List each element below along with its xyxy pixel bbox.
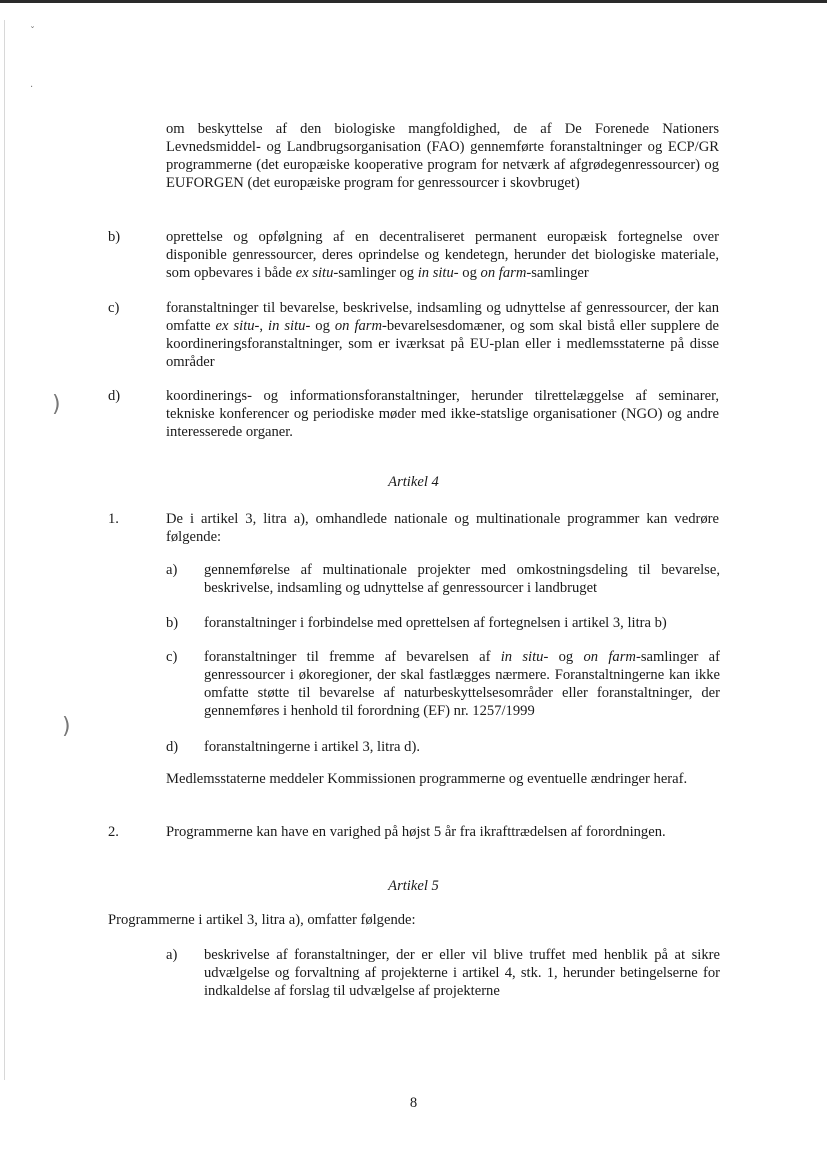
item-label: c) bbox=[108, 300, 120, 316]
item-label: d) bbox=[108, 388, 121, 404]
item-label: b) bbox=[166, 615, 179, 631]
article4-item-a: gennemførelse af multinationale projekter med omkostningsdeling til bevarelse, beskrivelse, indsamling og udnyttelse af genressourcer i landbruget bbox=[204, 562, 720, 596]
scan-left-edge bbox=[4, 20, 5, 1080]
article4-item-d: foranstaltningerne i artikel 3, litra d). bbox=[204, 739, 420, 755]
article4-paragraph-2: Programmerne kan have en varighed på højst 5 år fra ikrafttrædelsen af forordningen. bbox=[166, 824, 666, 840]
punch-hole-mark: ) bbox=[52, 392, 61, 417]
article3-item-b: oprettelse og opfølgning af en decentraliseret permanent europæisk fortegnelse over disponible genressourcer, deres oprindelse og kendetegn, herunder det biologiske materiale, som opbevares i både ex situ-samlinger og in situ- og on farm-samlinger bbox=[166, 229, 719, 281]
item-label: d) bbox=[166, 739, 179, 755]
member-states-paragraph: Medlemsstaterne meddeler Kommissionen programmerne og eventuelle ændringer heraf. bbox=[166, 771, 688, 787]
article4-paragraph-1: De i artikel 3, litra a), omhandlede nationale og multinationale programmer kan vedrøre følgende: bbox=[166, 511, 719, 545]
item-label: a) bbox=[166, 947, 178, 963]
paragraph-number: 2. bbox=[108, 824, 119, 840]
punch-hole-mark: ) bbox=[62, 714, 71, 739]
article4-item-c: foranstaltninger til fremme af bevarelsen af in situ- og on farm-samlinger af genressourcer i økoregioner, der skal fastlægges nærmere. Foranstaltningerne kan ikke omfatte støtte til bevarelse af naturbeskyttelsesområder eller foranstaltninger, der gennemføres i henhold til forordning (EF) nr. 1257/1999 bbox=[204, 649, 720, 719]
scan-speck: · bbox=[30, 82, 34, 93]
item-label: a) bbox=[166, 562, 178, 578]
article3-a-continuation: om beskyttelse af den biologiske mangfoldighed, de af De Forenede Nationers Levnedsmiddel- og Landbrugsorganisation (FAO) gennemførte foranstaltninger og ECP/GR programmerne (det europæiske kooperative program for netværk af afgrødegenressourcer) og EUFORGEN (det europæiske program for genressourcer i skovbruget) bbox=[166, 121, 719, 191]
article4-heading: Artikel 4 bbox=[388, 474, 439, 490]
article5-intro: Programmerne i artikel 3, litra a), omfatter følgende: bbox=[108, 912, 416, 928]
paragraph-number: 1. bbox=[108, 511, 119, 527]
scan-top-border bbox=[0, 0, 827, 3]
item-label: c) bbox=[166, 649, 178, 665]
page-number: 8 bbox=[409, 1095, 418, 1111]
article3-item-c: foranstaltninger til bevarelse, beskrivelse, indsamling og udnyttelse af genressourcer, der kan omfatte ex situ-, in situ- og on farm-bevarelsesdomæner, og som skal bistå eller supplere de koordineringsforanstaltninger, som er iværksat på EU-plan eller i medlemsstaterne på disse områder bbox=[166, 300, 719, 370]
scan-speck: ˇ bbox=[30, 26, 35, 37]
article5-item-a: beskrivelse af foranstaltninger, der er eller vil blive truffet med henblik på at sikre udvælgelse og forvaltning af projekterne i artikel 4, stk. 1, herunder betingelserne for indkaldelse af forslag til udvælgelse af projekterne bbox=[204, 947, 720, 999]
article4-item-b: foranstaltninger i forbindelse med oprettelsen af fortegnelsen i artikel 3, litra b) bbox=[204, 615, 667, 631]
item-label: b) bbox=[108, 229, 121, 245]
article3-item-d: koordinerings- og informationsforanstaltninger, herunder tilrettelæggelse af seminarer, tekniske konferencer og periodiske møder med ikke-statslige organisationer (NGO) og andre interesserede organer. bbox=[166, 388, 719, 440]
article5-heading: Artikel 5 bbox=[388, 878, 439, 894]
